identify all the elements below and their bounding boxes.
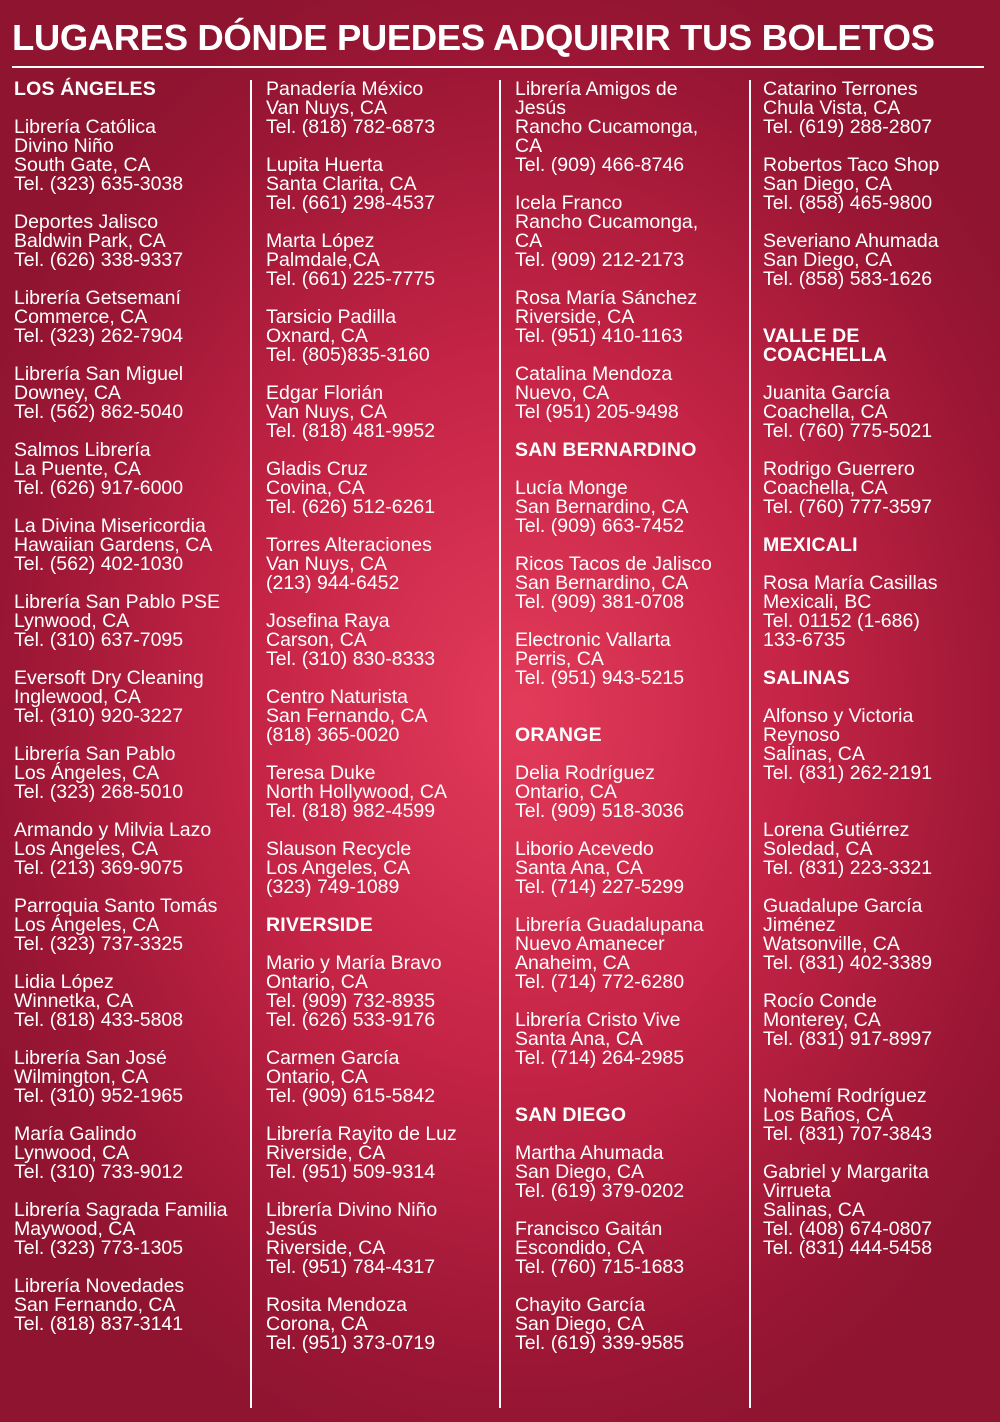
entry-line: San Diego, CA xyxy=(763,173,892,195)
entry-line: Tel. (909) 381-0708 xyxy=(515,591,685,613)
entry-line: Salmos Librería xyxy=(14,439,151,461)
entry-line: Coachella, CA xyxy=(763,401,888,423)
entry-line: Inglewood, CA xyxy=(14,686,141,708)
entry-line: Tarsicio Padilla xyxy=(266,306,397,328)
location-entry xyxy=(515,80,745,175)
entry-line: Tel. (831) 707-3843 xyxy=(763,1123,933,1145)
entry-line: Tel. (408) 674-0807 xyxy=(763,1218,933,1240)
column-divider-1 xyxy=(250,80,252,1408)
entry-line: 133-6735 xyxy=(763,629,846,651)
location-entry xyxy=(266,308,496,365)
entry-line: Librería Guadalupana xyxy=(515,914,704,936)
location-entry xyxy=(14,593,246,650)
entry-line: Chayito García xyxy=(515,1294,646,1316)
entry-line: María Galindo xyxy=(14,1123,137,1145)
entry-line: Wilmington, CA xyxy=(14,1066,149,1088)
section-heading-line: SAN DIEGO xyxy=(515,1104,627,1126)
entry-line: Rosa María Casillas xyxy=(763,572,938,594)
location-entry xyxy=(515,1011,745,1068)
entry-line: La Divina Misericordia xyxy=(14,515,206,537)
entry-line: Lynwood, CA xyxy=(14,610,130,632)
section-heading xyxy=(763,327,993,365)
entry-line: CA xyxy=(515,230,543,252)
entry-line: Tel. (831) 917-8997 xyxy=(763,1028,933,1050)
entry-line: Riverside, CA xyxy=(515,306,635,328)
column-divider-3 xyxy=(749,80,751,1408)
entry-line: San Bernardino, CA xyxy=(515,572,689,594)
entry-line: Ontario, CA xyxy=(515,781,617,803)
entry-line: Librería Divino Niño xyxy=(266,1199,438,1221)
entry-line: Tel. (831) 223-3321 xyxy=(763,857,933,879)
entry-line: Librería San José xyxy=(14,1047,167,1069)
entry-line: Marta López xyxy=(266,230,375,252)
location-entry xyxy=(14,973,246,1030)
column-2 xyxy=(266,80,496,1353)
location-entry xyxy=(14,517,246,574)
entry-line: Tel. (831) 444-5458 xyxy=(763,1237,933,1259)
entry-line: Tel. (858) 465-9800 xyxy=(763,192,933,214)
entry-line: Carmen García xyxy=(266,1047,400,1069)
entry-line: San Bernardino, CA xyxy=(515,496,689,518)
entry-line: San Fernando, CA xyxy=(14,1294,176,1316)
entry-line: Tel. (831) 262-2191 xyxy=(763,762,933,784)
entry-line: Tel. (714) 772-6280 xyxy=(515,971,685,993)
entry-line: Alfonso y Victoria xyxy=(763,705,914,727)
entry-line: Tel. (951) 784-4317 xyxy=(266,1256,436,1278)
location-entry xyxy=(515,289,745,346)
entry-line: Soledad, CA xyxy=(763,838,873,860)
entry-line: Tel. (323) 635-3038 xyxy=(14,173,184,195)
entry-line: Lupita Huerta xyxy=(266,154,384,176)
entry-line: Tel. (626) 533-9176 xyxy=(266,1009,436,1031)
location-entry xyxy=(266,764,496,821)
entry-line: Tel. (323) 268-5010 xyxy=(14,781,184,803)
entry-line: San Diego, CA xyxy=(515,1313,644,1335)
entry-line: Van Nuys, CA xyxy=(266,553,388,575)
section-heading-line: VALLE DE xyxy=(763,325,860,347)
entry-line: Panadería México xyxy=(266,78,424,100)
entry-line: Lucía Monge xyxy=(515,477,628,499)
entry-line: Santa Ana, CA xyxy=(515,857,643,879)
location-entry xyxy=(515,764,745,821)
entry-line: Robertos Taco Shop xyxy=(763,154,940,176)
entry-line: Juanita García xyxy=(763,382,890,404)
section-heading xyxy=(14,80,246,99)
location-entry xyxy=(14,118,246,194)
entry-line: South Gate, CA xyxy=(14,154,151,176)
location-entry xyxy=(515,1296,745,1353)
entry-line: Commerce, CA xyxy=(14,306,148,328)
entry-line: Oxnard, CA xyxy=(266,325,368,347)
entry-line: Tel. (619) 339-9585 xyxy=(515,1332,685,1354)
entry-line: Winnetka, CA xyxy=(14,990,134,1012)
entry-line: Jesús xyxy=(515,97,566,119)
location-entry xyxy=(763,821,993,878)
entry-line: Downey, CA xyxy=(14,382,121,404)
entry-line: Baldwin Park, CA xyxy=(14,230,166,252)
section-heading xyxy=(515,441,745,460)
section-heading-line: COACHELLA xyxy=(763,344,888,366)
entry-line: Tel. (619) 379-0202 xyxy=(515,1180,685,1202)
entry-line: Armando y Milvia Lazo xyxy=(14,819,212,841)
entry-line: Tel. (818) 433-5808 xyxy=(14,1009,184,1031)
section-heading xyxy=(515,726,745,745)
column-3 xyxy=(515,80,745,1353)
entry-line: Teresa Duke xyxy=(266,762,376,784)
entry-line: Centro Naturista xyxy=(266,686,408,708)
entry-line: Riverside, CA xyxy=(266,1237,386,1259)
location-entry xyxy=(763,992,993,1049)
entry-line: Carson, CA xyxy=(266,629,367,651)
entry-line: Librería San Pablo PSE xyxy=(14,591,220,613)
entry-line: Tel. (310) 830-8333 xyxy=(266,648,436,670)
entry-line: Parroquia Santo Tomás xyxy=(14,895,218,917)
entry-line: Librería Novedades xyxy=(14,1275,185,1297)
location-entry xyxy=(266,232,496,289)
entry-line: Lidia López xyxy=(14,971,114,993)
location-entry xyxy=(14,441,246,498)
location-entry xyxy=(14,289,246,346)
entry-line: Riverside, CA xyxy=(266,1142,386,1164)
entry-line: Tel. (909) 466-8746 xyxy=(515,154,685,176)
entry-line: Librería Amigos de xyxy=(515,78,678,100)
entry-line: North Hollywood, CA xyxy=(266,781,447,803)
location-entry xyxy=(515,365,745,422)
entry-line: Tel. (626) 512-6261 xyxy=(266,496,436,518)
location-entry xyxy=(763,80,993,137)
column-1 xyxy=(14,80,246,1334)
entry-line: Jiménez xyxy=(763,914,836,936)
location-entry xyxy=(266,156,496,213)
entry-line: Liborio Acevedo xyxy=(515,838,654,860)
entry-line: Tel. (626) 338-9337 xyxy=(14,249,184,271)
section-heading xyxy=(266,916,496,935)
entry-line: Tel. (760) 777-3597 xyxy=(763,496,933,518)
column-4 xyxy=(763,80,993,1258)
entry-line: Perris, CA xyxy=(515,648,604,670)
location-entry xyxy=(14,821,246,878)
entry-line: Rosa María Sánchez xyxy=(515,287,698,309)
entry-line: Mexicali, BC xyxy=(763,591,872,613)
entry-line: (323) 749-1089 xyxy=(266,876,400,898)
location-entry xyxy=(266,840,496,897)
entry-line: Nuevo, CA xyxy=(515,382,610,404)
entry-line: Santa Ana, CA xyxy=(515,1028,643,1050)
entry-line: Lorena Gutiérrez xyxy=(763,819,910,841)
entry-line: Los Ángeles, CA xyxy=(14,914,160,936)
entry-line: Covina, CA xyxy=(266,477,365,499)
entry-line: Ontario, CA xyxy=(266,971,368,993)
entry-line: Librería Getsemaní xyxy=(14,287,181,309)
entry-line: Tel. (909) 663-7452 xyxy=(515,515,685,537)
entry-line: San Fernando, CA xyxy=(266,705,428,727)
entry-line: Tel. (323) 262-7904 xyxy=(14,325,184,347)
location-entry xyxy=(515,631,745,688)
entry-line: Corona, CA xyxy=(266,1313,368,1335)
location-entry xyxy=(763,574,993,650)
location-entry xyxy=(14,1049,246,1106)
entry-line: San Diego, CA xyxy=(515,1161,644,1183)
location-entry xyxy=(515,1144,745,1201)
location-entry xyxy=(266,1201,496,1277)
location-entry xyxy=(763,384,993,441)
section-heading xyxy=(515,1106,745,1125)
entry-line: Tel. (714) 264-2985 xyxy=(515,1047,685,1069)
entry-line: Hawaiian Gardens, CA xyxy=(14,534,213,556)
location-entry xyxy=(14,669,246,726)
entry-line: Los Angeles, CA xyxy=(14,838,159,860)
entry-line: Nohemí Rodríguez xyxy=(763,1085,927,1107)
entry-line: Tel. (310) 637-7095 xyxy=(14,629,184,651)
location-entry xyxy=(763,1163,993,1258)
location-entry xyxy=(266,688,496,745)
entry-line: Guadalupe García xyxy=(763,895,923,917)
entry-line: Tel. (310) 733-9012 xyxy=(14,1161,184,1183)
entry-line: Tel. 01152 (1-686) xyxy=(763,610,920,632)
entry-line: Librería Sagrada Familia xyxy=(14,1199,228,1221)
entry-line: Tel. (831) 402-3389 xyxy=(763,952,933,974)
entry-line: Slauson Recycle xyxy=(266,838,412,860)
entry-line: Tel. (714) 227-5299 xyxy=(515,876,685,898)
location-entry xyxy=(266,384,496,441)
entry-line: Tel. (562) 862-5040 xyxy=(14,401,184,423)
entry-line: Tel (951) 205-9498 xyxy=(515,401,679,423)
location-entry xyxy=(266,536,496,593)
location-entry xyxy=(515,916,745,992)
column-divider-2 xyxy=(499,80,501,1408)
entry-line: Electronic Vallarta xyxy=(515,629,671,651)
section-heading-line: SALINAS xyxy=(763,667,850,689)
entry-line: Librería Cristo Vive xyxy=(515,1009,681,1031)
entry-line: Coachella, CA xyxy=(763,477,888,499)
entry-line: Tel. (951) 943-5215 xyxy=(515,667,685,689)
section-heading-line: ORANGE xyxy=(515,724,602,746)
entry-line: Rosita Mendoza xyxy=(266,1294,407,1316)
entry-line: Ricos Tacos de Jalisco xyxy=(515,553,712,575)
entry-line: Severiano Ahumada xyxy=(763,230,939,252)
entry-line: Mario y María Bravo xyxy=(266,952,442,974)
location-entry xyxy=(763,232,993,289)
entry-line: Tel. (619) 288-2807 xyxy=(763,116,933,138)
section-heading xyxy=(763,669,993,688)
entry-line: Rodrigo Guerrero xyxy=(763,458,915,480)
section-heading-line: LOS ÁNGELES xyxy=(14,78,156,100)
entry-line: La Puente, CA xyxy=(14,458,141,480)
entry-line: Salinas, CA xyxy=(763,1199,865,1221)
location-entry xyxy=(515,840,745,897)
entry-line: Tel. (760) 715-1683 xyxy=(515,1256,685,1278)
location-entry xyxy=(14,1277,246,1334)
location-entry xyxy=(14,897,246,954)
location-entry xyxy=(515,479,745,536)
section-heading-line: SAN BERNARDINO xyxy=(515,439,697,461)
entry-line: Josefina Raya xyxy=(266,610,390,632)
section-heading xyxy=(763,536,993,555)
location-entry xyxy=(266,1296,496,1353)
entry-line: Martha Ahumada xyxy=(515,1142,664,1164)
entry-line: Nuevo Amanecer xyxy=(515,933,665,955)
entry-line: Torres Alteraciones xyxy=(266,534,432,556)
entry-line: Delia Rodríguez xyxy=(515,762,655,784)
entry-line: Catarino Terrones xyxy=(763,78,918,100)
entry-line: Librería Rayito de Luz xyxy=(266,1123,457,1145)
location-entry xyxy=(14,365,246,422)
location-entry xyxy=(515,1220,745,1277)
entry-line: Tel. (323) 737-3325 xyxy=(14,933,184,955)
entry-line: Tel. (661) 225-7775 xyxy=(266,268,436,290)
entry-line: Rocío Conde xyxy=(763,990,877,1012)
entry-line: Edgar Florián xyxy=(266,382,384,404)
entry-line: Tel. (909) 212-2173 xyxy=(515,249,685,271)
entry-line: Escondido, CA xyxy=(515,1237,644,1259)
entry-line: Tel. (760) 775-5021 xyxy=(763,420,933,442)
entry-line: Eversoft Dry Cleaning xyxy=(14,667,204,689)
entry-line: Palmdale,CA xyxy=(266,249,380,271)
entry-line: Reynoso xyxy=(763,724,840,746)
location-entry xyxy=(763,156,993,213)
entry-line: Tel. (310) 920-3227 xyxy=(14,705,184,727)
location-entry xyxy=(14,213,246,270)
entry-line: Tel. (951) 410-1163 xyxy=(515,325,683,347)
entry-line: (213) 944-6452 xyxy=(266,572,400,594)
entry-line: Catalina Mendoza xyxy=(515,363,673,385)
location-entry xyxy=(14,745,246,802)
entry-line: Jesús xyxy=(266,1218,317,1240)
entry-line: Tel. (818) 481-9952 xyxy=(266,420,436,442)
entry-line: Monterey, CA xyxy=(763,1009,881,1031)
entry-line: Van Nuys, CA xyxy=(266,97,388,119)
section-heading-line: RIVERSIDE xyxy=(266,914,373,936)
location-entry xyxy=(266,460,496,517)
entry-line: Watsonville, CA xyxy=(763,933,900,955)
location-entry xyxy=(763,1087,993,1144)
entry-line: Tel. (562) 402-1030 xyxy=(14,553,184,575)
entry-line: Lynwood, CA xyxy=(14,1142,130,1164)
location-entry xyxy=(266,80,496,137)
entry-line: Salinas, CA xyxy=(763,743,865,765)
location-entry xyxy=(266,612,496,669)
entry-line: San Diego, CA xyxy=(763,249,892,271)
entry-line: Chula Vista, CA xyxy=(763,97,901,119)
entry-line: Anaheim, CA xyxy=(515,952,630,974)
entry-line: Tel. (626) 917-6000 xyxy=(14,477,184,499)
entry-line: Ontario, CA xyxy=(266,1066,368,1088)
entry-line: Los Baños, CA xyxy=(763,1104,894,1126)
entry-line: Librería San Pablo xyxy=(14,743,176,765)
entry-line: Tel. (818) 782-6873 xyxy=(266,116,436,138)
entry-line: Gladis Cruz xyxy=(266,458,368,480)
location-entry xyxy=(266,1049,496,1106)
entry-line: Tel. (951) 509-9314 xyxy=(266,1161,436,1183)
entry-line: CA xyxy=(515,135,543,157)
entry-line: Tel. (213) 369-9075 xyxy=(14,857,184,879)
entry-line: Librería San Miguel xyxy=(14,363,184,385)
location-entry xyxy=(763,897,993,973)
entry-line: Tel. (323) 773-1305 xyxy=(14,1237,184,1259)
entry-line: Gabriel y Margarita xyxy=(763,1161,929,1183)
entry-line: Maywood, CA xyxy=(14,1218,136,1240)
entry-line: Tel. (951) 373-0719 xyxy=(266,1332,436,1354)
location-entry xyxy=(14,1201,246,1258)
entry-line: Santa Clarita, CA xyxy=(266,173,417,195)
entry-line: Tel. (310) 952-1965 xyxy=(14,1085,184,1107)
entry-line: (818) 365-0020 xyxy=(266,724,400,746)
entry-line: Rancho Cucamonga, xyxy=(515,211,699,233)
entry-line: Tel. (661) 298-4537 xyxy=(266,192,436,214)
entry-line: Tel. (909) 518-3036 xyxy=(515,800,685,822)
entry-line: Tel. (818) 982-4599 xyxy=(266,800,436,822)
location-entry xyxy=(515,555,745,612)
entry-line: Van Nuys, CA xyxy=(266,401,388,423)
entry-line: Rancho Cucamonga, xyxy=(515,116,699,138)
entry-line: Los Angeles, CA xyxy=(266,857,411,879)
location-entry xyxy=(515,194,745,270)
entry-line: Virrueta xyxy=(763,1180,831,1202)
entry-line: Icela Franco xyxy=(515,192,623,214)
location-entry xyxy=(266,1125,496,1182)
entry-line: Los Ángeles, CA xyxy=(14,762,160,784)
entry-line: Tel. (909) 732-8935 xyxy=(266,990,436,1012)
entry-line: Francisco Gaitán xyxy=(515,1218,663,1240)
location-entry xyxy=(14,1125,246,1182)
location-entry xyxy=(763,707,993,783)
entry-line: Librería Católica xyxy=(14,116,156,138)
section-heading-line: MEXICALI xyxy=(763,534,858,556)
location-entry xyxy=(266,954,496,1030)
entry-line: Divino Niño xyxy=(14,135,114,157)
location-entry xyxy=(763,460,993,517)
title-underline xyxy=(12,66,984,68)
entry-line: Deportes Jalisco xyxy=(14,211,159,233)
entry-line: Tel. (805)835-3160 xyxy=(266,344,430,366)
entry-line: Tel. (858) 583-1626 xyxy=(763,268,933,290)
page-title: LUGARES DÓNDE PUEDES ADQUIRIR TUS BOLETOS xyxy=(12,17,935,58)
entry-line: Tel. (909) 615-5842 xyxy=(266,1085,436,1107)
entry-line: Tel. (818) 837-3141 xyxy=(14,1313,184,1335)
